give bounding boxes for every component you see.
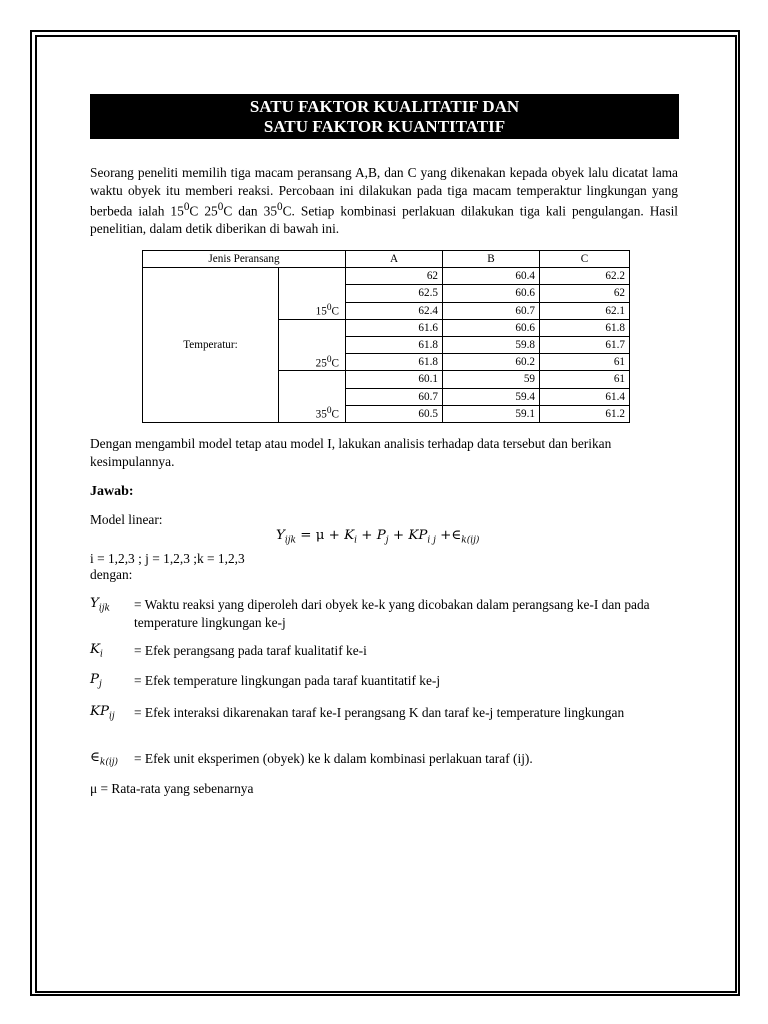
def-text-yijk: = Waktu reaksi yang diperoleh dari obyek ke-k yang dicobakan dalam perangsang ke-I dan pada temperature lingkungan ke-j [134,597,650,630]
intro-paragraph: Seorang peneliti memilih tiga macam peransang A,B, dan C yang dikenakan kepada obyek lalu dicatat lama waktu obyek itu memberi reaksi. Percobaan ini dilakukan pada tiga macam temperaktur lingkungan yang berbeda ialah $15^0C$ $25^0C$ dan $35^0C$. Setiap kombinasi perlakuan dilakukan tiga kali pengulangan. Hasil penelitian, dalam detik diberikan di bawah ini. [90,165,679,236]
table-cell: 62 [346,268,443,285]
def-text-ki: = Efek perangsang pada taraf kualitatif ke-i [134,643,367,658]
mu-definition: μ = Rata-rata yang sebenarnya [90,781,254,796]
model-formula: $Y_{ijk} = \mu + K_i + P_j + KP_{i j}$ $+\in_{k(ij)}$ [276,528,480,546]
table-cell: 61.6 [346,319,443,336]
table-cell: 60.1 [346,371,443,388]
table-cell: 59 [443,371,540,388]
table-cell: 59.8 [443,336,540,353]
temp-25: $25^0C$ [279,319,346,371]
answer-heading: Jawab: [90,484,134,499]
data-table [142,250,630,423]
table-cell: 62.2 [540,268,630,285]
table-cell: 60.6 [443,319,540,336]
title-line-1: SATU FAKTOR KUALITATIF DAN [249,97,520,116]
table-cell: 60.7 [346,388,443,405]
def-text-kpij: = Efek interaksi dikarenakan taraf ke-I perangsang K dan taraf ke-j temperature lingkungan [134,705,625,720]
header-col-a: A [346,251,443,268]
def-symbol-yijk: $Y_{ijk}$ [90,596,110,614]
table-cell: 61.8 [540,319,630,336]
title-line-2: SATU FAKTOR KUANTITATIF [263,117,506,136]
table-cell: 62.4 [346,302,443,319]
row-label-temperatur: Temperatur: [143,268,279,423]
dengan-label: dengan: [90,567,133,582]
def-text-pj: = Efek temperature lingkungan pada taraf kuantitatif ke-j [134,673,441,688]
table-cell: 60.4 [443,268,540,285]
temp-35: $35^0C$ [279,371,346,423]
header-jenis-peransang: Jenis Peransang [143,251,346,268]
header-col-b: B [443,251,540,268]
table-cell: 60.6 [443,285,540,302]
table-cell: 62 [540,285,630,302]
table-cell: 61 [540,354,630,371]
table-header-row [143,251,630,268]
conclusion-paragraph: Dengan mengambil model tetap atau model I, lakukan analisis terhadap data tersebut dan berikan kesimpulannya. [90,436,612,469]
table-cell: 62.1 [540,302,630,319]
table-cell: 60.7 [443,302,540,319]
def-text-error: = Efek unit eksperimen (obyek) ke k dalam kombinasi perlakuan taraf (ij). [134,751,533,766]
table-row [143,268,630,285]
def-symbol-ki: $K_i$ [90,642,103,660]
model-label: Model linear: [90,512,163,527]
def-symbol-error: $\in_{k(ij)}$ [90,750,119,768]
temp-15: $15^0C$ [279,268,346,320]
table-cell: 59.4 [443,388,540,405]
table-cell: 60.2 [443,354,540,371]
table-cell: 61 [540,371,630,388]
index-ranges: i = 1,2,3 ; j = 1,2,3 ;k = 1,2,3 [90,551,245,566]
table-cell: 61.8 [346,354,443,371]
table-cell: 59.1 [443,405,540,422]
table-cell: 61.2 [540,405,630,422]
table-cell: 61.7 [540,336,630,353]
table-cell: 60.5 [346,405,443,422]
table-cell: 61.4 [540,388,630,405]
table-cell: 62.5 [346,285,443,302]
def-symbol-pj: $P_j$ [90,672,102,690]
title-banner [90,94,679,139]
table-cell: 61.8 [346,336,443,353]
def-symbol-kpij: $KP_{ij}$ [90,704,115,722]
header-col-c: C [540,251,630,268]
